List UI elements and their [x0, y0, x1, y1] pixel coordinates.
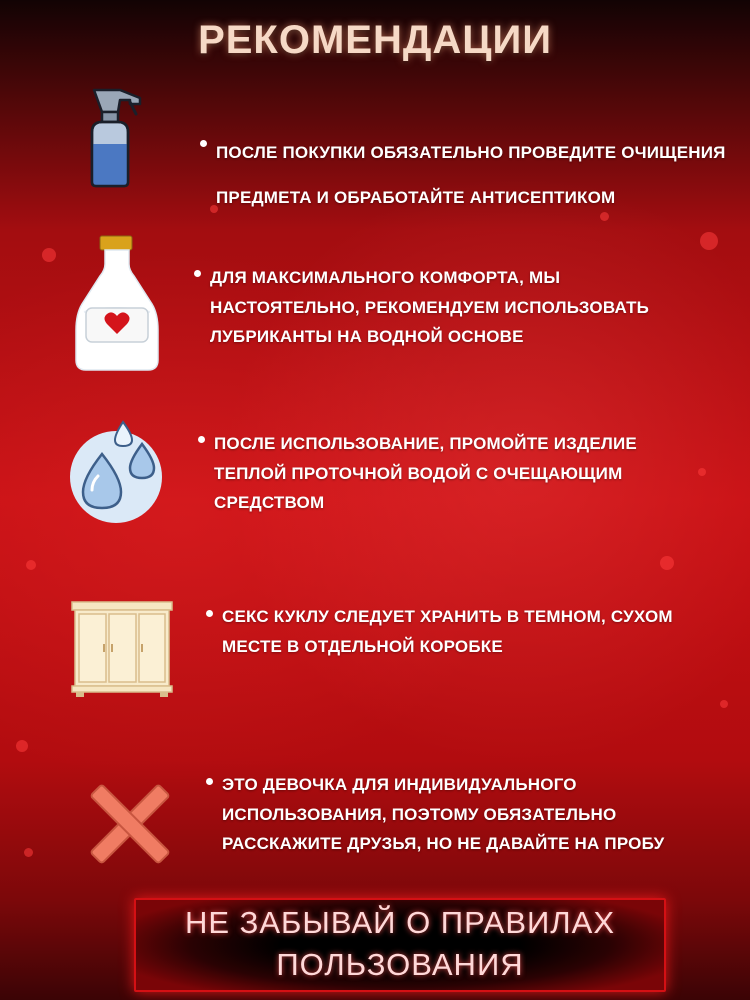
recommendation-text: ДЛЯ МАКСИМАЛЬНОГО КОМФОРТА, МЫ НАСТОЯТЕЛЬНО, РЕКОМЕНДУЕМ ИСПОЛЬЗОВАТЬ ЛУБРИКАНТЫ НА ВОДНОЙ ОСНОВЕ	[210, 268, 650, 346]
bokeh-dot	[26, 560, 36, 570]
banner-text	[134, 902, 666, 986]
recommendation-text: ПОСЛЕ ПОКУПКИ ОБЯЗАТЕЛЬНО ПРОВЕДИТЕ ОЧИЩЕНИЯ ПРЕДМЕТА И ОБРАБОТАЙТЕ АНТИСЕПТИКОМ	[216, 143, 726, 207]
bokeh-dot	[16, 740, 28, 752]
bullet	[198, 436, 205, 443]
bokeh-dot	[660, 556, 674, 570]
recommendation-text: ЭТО ДЕВОЧКА ДЛЯ ИНДИВИДУАЛЬНОГО ИСПОЛЬЗОВАНИЯ, ПОЭТОМУ ОБЯЗАТЕЛЬНО РАССКАЖИТЕ ДРУЗЬЯ, НО НЕ ДАВАЙТЕ НА ПРОБУ	[222, 775, 665, 853]
bokeh-dot	[700, 232, 718, 250]
spray-bottle-icon	[80, 86, 150, 190]
wardrobe-icon	[70, 600, 174, 698]
recommendation-text: СЕКС КУКЛУ СЛЕДУЕТ ХРАНИТЬ В ТЕМНОМ, СУХОМ МЕСТЕ В ОТДЕЛЬНОЙ КОРОБКЕ	[222, 607, 673, 656]
bullet	[194, 270, 201, 277]
page-title: РЕКОМЕНДАЦИИ	[198, 18, 552, 62]
bokeh-dot	[720, 700, 728, 708]
bokeh-dot	[24, 848, 33, 857]
bullet	[206, 610, 213, 617]
banner-line-2: ПОЛЬЗОВАНИЯ	[276, 947, 524, 982]
banner-line-1: НЕ ЗАБЫВАЙ О ПРАВИЛАХ	[184, 905, 616, 940]
recommendation-text: ПОСЛЕ ИСПОЛЬЗОВАНИЕ, ПРОМОЙТЕ ИЗДЕЛИЕ ТЕПЛОЙ ПРОТОЧНОЙ ВОДОЙ С ОЧЕЩАЮЩИМ СРЕДСТВОМ	[214, 434, 637, 512]
rules-banner	[134, 898, 666, 992]
bokeh-dot	[42, 248, 56, 262]
lubricant-bottle-icon	[74, 234, 160, 374]
bullet	[206, 778, 213, 785]
bokeh-dot	[698, 468, 706, 476]
water-drops-icon	[66, 420, 166, 525]
bullet	[200, 140, 207, 147]
cross-icon	[88, 782, 172, 866]
